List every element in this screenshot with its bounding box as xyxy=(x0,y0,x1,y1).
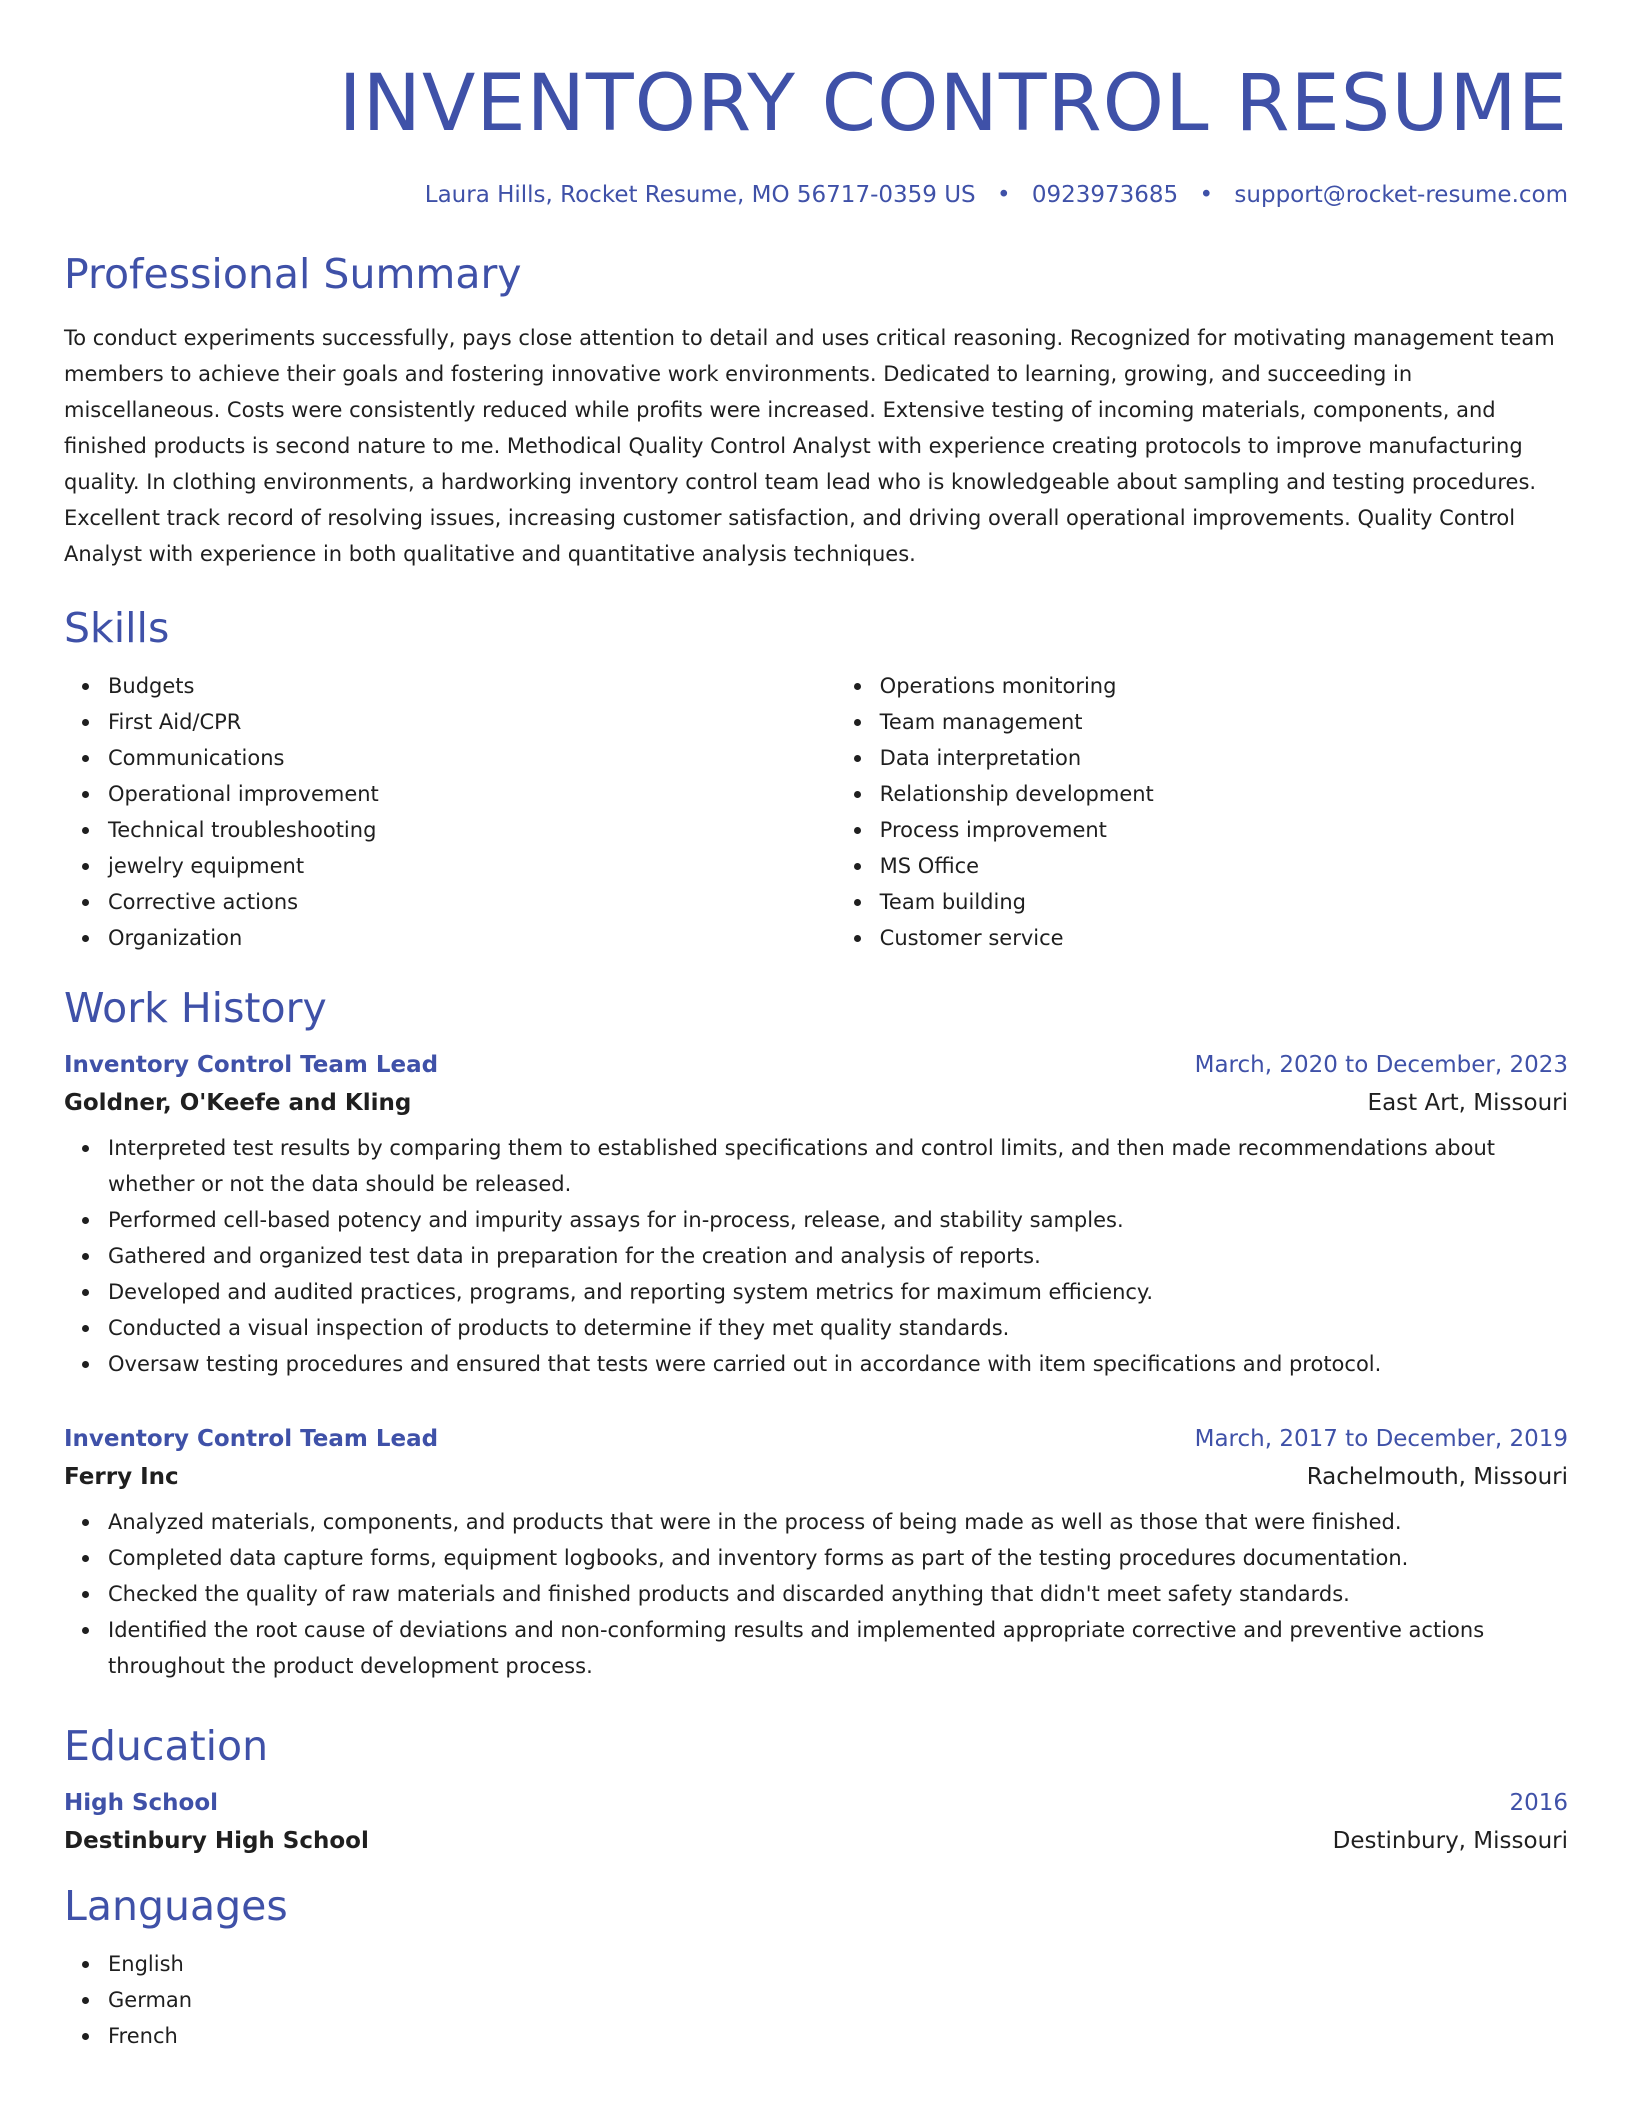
skill-item: Technical troubleshooting xyxy=(108,812,836,848)
job-bullet: Checked the quality of raw materials and finished products and discarded anything that didn't meet safety standards. xyxy=(108,1576,1568,1612)
skill-item: First Aid/CPR xyxy=(108,704,836,740)
education-heading: Education xyxy=(64,1722,269,1770)
job-bullets xyxy=(64,1130,1568,1382)
languages-list xyxy=(64,1946,1568,2054)
job-bullet: Identified the root cause of deviations and non-conforming results and implemented appropriate corrective and preventive actions throughout the product development process. xyxy=(108,1612,1568,1684)
job-bullet: Oversaw testing procedures and ensured that tests were carried out in accordance with item specifications and protocol. xyxy=(108,1346,1568,1382)
summary-text: To conduct experiments successfully, pays close attention to detail and uses critical reasoning. Recognized for motivating management team members to achieve their goals and fostering innovative work environments. Dedicated to learning, growing, and succeeding in miscellaneous. Costs were consistently reduced while profits were increased. Extensive testing of incoming materials, components, and finished products is second nature to me. Methodical Quality Control Analyst with experience creating protocols to improve manufacturing quality. In clothing environments, a hardworking inventory control team lead who is knowledgeable about sampling and testing procedures. Excellent track record of resolving issues, increasing customer satisfaction, and driving overall operational improvements. Quality Control Analyst with experience in both qualitative and quantitative analysis techniques. xyxy=(64,326,1555,566)
job-bullet: Developed and audited practices, programs, and reporting system metrics for maximum efficiency. xyxy=(108,1274,1568,1310)
job-company: Ferry Inc xyxy=(64,1464,179,1490)
job-bullet: Analyzed materials, components, and products that were in the process of being made as well as those that were finished. xyxy=(108,1504,1568,1540)
skill-item: Budgets xyxy=(108,668,836,704)
skill-item: Customer service xyxy=(880,920,1568,956)
language-item: English xyxy=(108,1946,1568,1982)
job-dates: March, 2020 to December, 2023 xyxy=(1194,1052,1568,1078)
job-company: Goldner, O'Keefe and Kling xyxy=(64,1090,412,1116)
education-school: Destinbury High School xyxy=(64,1828,369,1854)
skill-item: Communications xyxy=(108,740,836,776)
education-header xyxy=(64,1790,1568,1816)
contact-address: Laura Hills, Rocket Resume, MO 56717-0359 US xyxy=(424,182,976,208)
job-header xyxy=(64,1052,1568,1078)
job-location: Rachelmouth, Missouri xyxy=(1306,1464,1568,1490)
contact-separator: • xyxy=(1199,182,1214,208)
job-location: East Art, Missouri xyxy=(1367,1090,1568,1116)
job-subheader xyxy=(64,1090,1568,1116)
education-entry xyxy=(64,1790,1568,1854)
job-bullet: Conducted a visual inspection of products to determine if they met quality standards. xyxy=(108,1310,1568,1346)
contact-email: support@rocket-resume.com xyxy=(1234,182,1568,208)
skill-item: Corrective actions xyxy=(108,884,836,920)
contact-phone: 0923973685 xyxy=(1031,182,1179,208)
contact-separator: • xyxy=(996,182,1011,208)
job-bullet: Gathered and organized test data in preparation for the creation and analysis of reports. xyxy=(108,1238,1568,1274)
contact-line xyxy=(64,182,1568,208)
job-bullet: Interpreted test results by comparing them to established specifications and control limits, and then made recommendations about whether or not the data should be released. xyxy=(108,1130,1568,1202)
job-bullet: Completed data capture forms, equipment logbooks, and inventory forms as part of the testing procedures documentation. xyxy=(108,1540,1568,1576)
languages-heading: Languages xyxy=(64,1882,288,1930)
job-entry xyxy=(64,1426,1568,1684)
skills-heading: Skills xyxy=(64,604,170,652)
language-item: French xyxy=(108,2018,1568,2054)
job-bullets xyxy=(64,1504,1568,1684)
language-item: German xyxy=(108,1982,1568,2018)
skill-item: Team management xyxy=(880,704,1568,740)
skill-item: Relationship development xyxy=(880,776,1568,812)
skill-item: Operational improvement xyxy=(108,776,836,812)
job-subheader xyxy=(64,1464,1568,1490)
education-subheader xyxy=(64,1828,1568,1854)
work-history-heading: Work History xyxy=(64,984,327,1032)
skill-item: Process improvement xyxy=(880,812,1568,848)
resume-title: INVENTORY CONTROL RESUME xyxy=(338,59,1568,149)
job-title: Inventory Control Team Lead xyxy=(64,1426,439,1452)
summary-heading: Professional Summary xyxy=(64,250,522,298)
education-degree: High School xyxy=(64,1790,219,1816)
skills-list xyxy=(64,668,1568,956)
job-entry xyxy=(64,1052,1568,1382)
skill-item: Operations monitoring xyxy=(880,668,1568,704)
education-location: Destinbury, Missouri xyxy=(1332,1828,1568,1854)
skill-item: jewelry equipment xyxy=(108,848,836,884)
job-bullet: Performed cell-based potency and impurity assays for in-process, release, and stability samples. xyxy=(108,1202,1568,1238)
skills-column-left xyxy=(64,668,836,956)
skill-item: Team building xyxy=(880,884,1568,920)
job-dates: March, 2017 to December, 2019 xyxy=(1194,1426,1568,1452)
job-title: Inventory Control Team Lead xyxy=(64,1052,439,1078)
skills-column-right xyxy=(836,668,1568,956)
skill-item: Data interpretation xyxy=(880,740,1568,776)
skill-item: MS Office xyxy=(880,848,1568,884)
job-header xyxy=(64,1426,1568,1452)
education-year: 2016 xyxy=(1509,1790,1568,1816)
skill-item: Organization xyxy=(108,920,836,956)
